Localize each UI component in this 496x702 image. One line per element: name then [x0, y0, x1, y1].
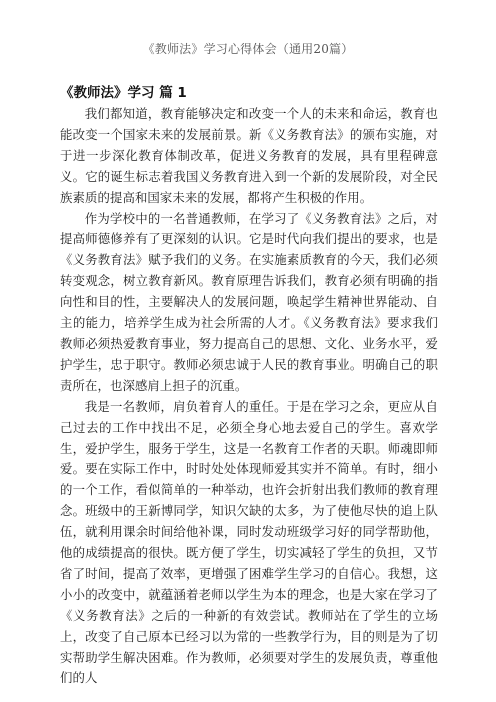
- document-title: 《教师法》学习心得体会（通用20篇）: [142, 42, 354, 56]
- paragraph-2: 作为学校中的一名普通教师，在学习了《义务教育法》之后，对提高师德修养有了更深刻的认识。它是时代向我们提出的要求，也是《义务教育法》赋予我们的义务。在实施素质教育的今天，我们必须转变观念，树立教育新风。教育原理告诉我们，教育必须有明确的指向性和目的性，主要解决人的发展问题，唤起学生精神世界能动、自主的能力，培养学生成为社会所需的人才。《义务教育法》要求我们教师必须热爱教育事业，努力提高自己的思想、文化、业务水平，爱护学生，忠于职守。教师必须忠诚于人民的教育事业。明确自己的职责所在，也深感肩上担子的沉重。: [60, 210, 438, 393]
- document-body: [60, 104, 438, 689]
- paragraph-3: 我是一名教师，肩负着育人的重任。于是在学习之余，更应从自己过去的工作中找出不足，必须全身心地去爱自己的学生。喜欢学生，爱护学生，服务于学生，这是一名教育工作者的天职。师魂即师爱。要在实际工作中，时时处处体现师爱其实并不简单。有时，细小的一个工作，看似简单的一种举动，也许会折射出我们教师的教育理念。班级中的王新博同学，知识欠缺的太多，为了使他尽快的追上队伍，就利用课余时间给他补课，同时发动班级学习好的同学帮助他，他的成绩提高的很快。既方便了学生，切实减轻了学生的负担，又节省了时间，提高了效率，更增强了困难学生学习的自信心。我想，这小小的改变中，就蕴涵着老师以学生为本的理念，也是大家在学习了《义务教育法》之后的一种新的有效尝试。教师站在了学生的立场上，改变了自己原本已经习以为常的一些教学行为，目的则是为了切实帮助学生解决困难。作为教师，必须要对学生的发展负责，尊重他们的人: [60, 398, 438, 686]
- section-heading: 《教师法》学习 篇 1: [60, 85, 187, 101]
- paragraph-1: 我们都知道，教育能够决定和改变一个人的未来和命运，教育也能改变一个国家未来的发展前景。新《义务教育法》的颁布实施，对于进一步深化教育体制改革，促进义务教育的发展，具有里程碑意义。它的诞生标志着我国义务教育进入到一个新的发展阶段，对全民族素质的提高和国家未来的发展，都将产生积极的作用。: [60, 106, 438, 205]
